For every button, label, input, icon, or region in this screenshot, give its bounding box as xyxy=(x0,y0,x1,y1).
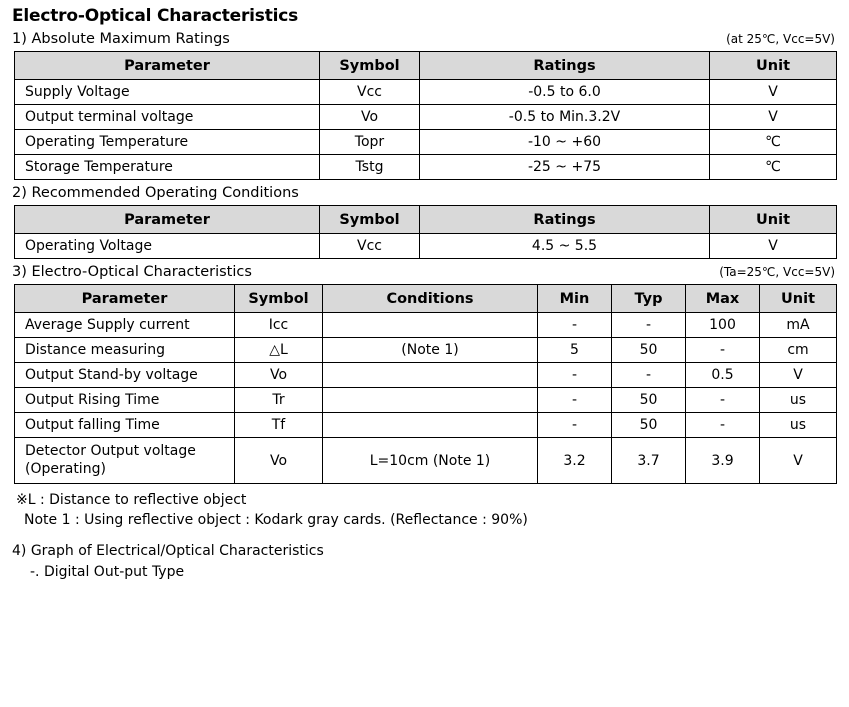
cell-typ: 50 xyxy=(612,338,686,363)
cell-unit: V xyxy=(710,234,837,259)
column-header-ratings: Ratings xyxy=(420,52,710,80)
table-row xyxy=(15,155,837,180)
cell-unit: V xyxy=(710,80,837,105)
cell-conditions: (Note 1) xyxy=(323,338,538,363)
column-header-unit: Unit xyxy=(760,285,837,313)
cell-symbol: Vo xyxy=(235,438,323,484)
cell-min: - xyxy=(538,363,612,388)
cell-symbol: △L xyxy=(235,338,323,363)
cell-unit: us xyxy=(760,413,837,438)
table-electro-optical-characteristics xyxy=(14,284,837,484)
cell-unit: ℃ xyxy=(710,155,837,180)
cell-symbol: Vcc xyxy=(320,80,420,105)
table-absolute-maximum-ratings xyxy=(14,51,837,180)
column-header-symbol: Symbol xyxy=(235,285,323,313)
cell-parameter: Output Stand-by voltage xyxy=(15,363,235,388)
cell-min: 5 xyxy=(538,338,612,363)
cell-min: - xyxy=(538,413,612,438)
cell-symbol: Topr xyxy=(320,130,420,155)
cell-parameter: Output falling Time xyxy=(15,413,235,438)
section-header-2 xyxy=(12,185,839,201)
cell-min: - xyxy=(538,313,612,338)
cell-conditions xyxy=(323,413,538,438)
page-title: Electro-Optical Characteristics xyxy=(12,6,299,26)
column-header-symbol: Symbol xyxy=(320,52,420,80)
column-header-unit: Unit xyxy=(710,206,837,234)
column-header-ratings: Ratings xyxy=(420,206,710,234)
cell-typ: - xyxy=(612,363,686,388)
cell-unit: cm xyxy=(760,338,837,363)
cell-unit: V xyxy=(760,438,837,484)
section-header-3 xyxy=(12,264,839,280)
table-row xyxy=(15,438,837,484)
cell-ratings: -25 ~ +75 xyxy=(420,155,710,180)
cell-typ: 3.7 xyxy=(612,438,686,484)
cell-parameter: Operating Temperature xyxy=(15,130,320,155)
cell-parameter: Operating Voltage xyxy=(15,234,320,259)
cell-conditions: L=10cm (Note 1) xyxy=(323,438,538,484)
cell-parameter: Supply Voltage xyxy=(15,80,320,105)
cell-symbol: Icc xyxy=(235,313,323,338)
cell-conditions xyxy=(323,313,538,338)
section-heading-4: 4) Graph of Electrical/Optical Characteristics xyxy=(12,542,324,559)
table-recommended-operating-conditions xyxy=(14,205,837,259)
footnote-line-1: ※L : Distance to reflective object xyxy=(16,492,247,508)
table-row xyxy=(15,130,837,155)
column-header-parameter: Parameter xyxy=(15,285,235,313)
table-row xyxy=(15,105,837,130)
cell-typ: 50 xyxy=(612,413,686,438)
cell-symbol: Tf xyxy=(235,413,323,438)
cell-symbol: Vcc xyxy=(320,234,420,259)
cell-symbol: Tr xyxy=(235,388,323,413)
cell-unit: mA xyxy=(760,313,837,338)
column-header-symbol: Symbol xyxy=(320,206,420,234)
cell-parameter: Detector Output voltage (Operating) xyxy=(15,438,235,484)
cell-max: - xyxy=(686,338,760,363)
cell-unit: ℃ xyxy=(710,130,837,155)
cell-conditions xyxy=(323,388,538,413)
cell-min: 3.2 xyxy=(538,438,612,484)
section-condition-1: (at 25℃, Vcc=5V) xyxy=(726,32,835,46)
section-condition-3: (Ta=25℃, Vcc=5V) xyxy=(719,265,835,279)
cell-max: 3.9 xyxy=(686,438,760,484)
table-header-row xyxy=(15,285,837,313)
cell-parameter: Average Supply current xyxy=(15,313,235,338)
column-header-max: Max xyxy=(686,285,760,313)
table-header-row xyxy=(15,206,837,234)
cell-parameter: Output Rising Time xyxy=(15,388,235,413)
cell-ratings: -0.5 to Min.3.2V xyxy=(420,105,710,130)
table-row xyxy=(15,388,837,413)
section-header-1 xyxy=(12,31,839,47)
cell-max: - xyxy=(686,388,760,413)
table-row xyxy=(15,80,837,105)
column-header-unit: Unit xyxy=(710,52,837,80)
cell-symbol: Vo xyxy=(235,363,323,388)
cell-unit: V xyxy=(710,105,837,130)
cell-parameter: Distance measuring xyxy=(15,338,235,363)
cell-ratings: 4.5 ~ 5.5 xyxy=(420,234,710,259)
table-row xyxy=(15,363,837,388)
column-header-min: Min xyxy=(538,285,612,313)
table-row xyxy=(15,413,837,438)
cell-typ: 50 xyxy=(612,388,686,413)
cell-symbol: Tstg xyxy=(320,155,420,180)
cell-max: 100 xyxy=(686,313,760,338)
cell-ratings: -10 ~ +60 xyxy=(420,130,710,155)
column-header-parameter: Parameter xyxy=(15,52,320,80)
table-row xyxy=(15,234,837,259)
section-header-4 xyxy=(12,541,839,583)
footnote-line-2: Note 1 : Using reflective object : Kodark gray cards. (Reflectance : 90%) xyxy=(24,512,528,529)
cell-unit: V xyxy=(760,363,837,388)
cell-unit: us xyxy=(760,388,837,413)
cell-symbol: Vo xyxy=(320,105,420,130)
column-header-parameter: Parameter xyxy=(15,206,320,234)
table-row xyxy=(15,313,837,338)
cell-parameter: Output terminal voltage xyxy=(15,105,320,130)
section-heading-1: 1) Absolute Maximum Ratings xyxy=(12,31,230,47)
table-header-row xyxy=(15,52,837,80)
section-heading-2: 2) Recommended Operating Conditions xyxy=(12,185,299,201)
cell-min: - xyxy=(538,388,612,413)
table-row xyxy=(15,338,837,363)
column-header-typ: Typ xyxy=(612,285,686,313)
section-heading-3: 3) Electro-Optical Characteristics xyxy=(12,264,252,280)
footnotes xyxy=(16,490,839,531)
column-header-conditions: Conditions xyxy=(323,285,538,313)
cell-conditions xyxy=(323,363,538,388)
cell-ratings: -0.5 to 6.0 xyxy=(420,80,710,105)
cell-typ: - xyxy=(612,313,686,338)
cell-max: - xyxy=(686,413,760,438)
cell-max: 0.5 xyxy=(686,363,760,388)
cell-parameter: Storage Temperature xyxy=(15,155,320,180)
section-subheading-4: -. Digital Out-put Type xyxy=(30,563,185,580)
